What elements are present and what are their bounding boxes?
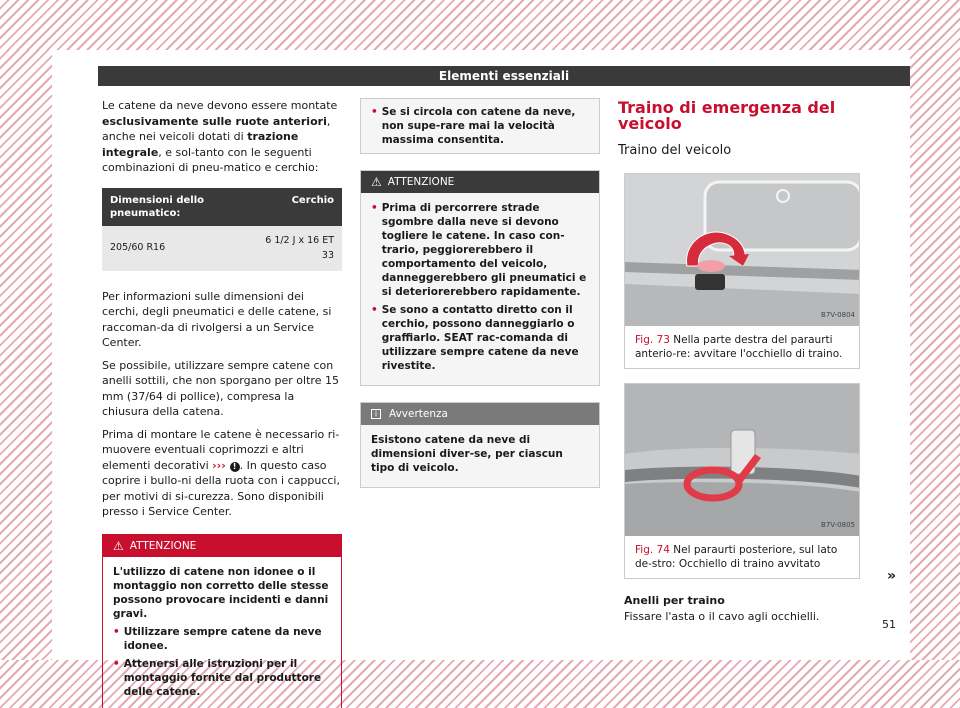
towing-rings-section xyxy=(624,593,868,625)
bullet-icon: • xyxy=(113,625,120,638)
section-title: Traino di emergenza del veicolo xyxy=(618,98,836,133)
list-item: • Prima di percorrere strade sgombre dalla neve si devono togliere le catene. In caso con-trario, peggiorerebbero il comportamento del veicolo, danneggerebbero gli pneumatici e si deteriorerebbero rapidamente. xyxy=(371,202,587,298)
warning-header: ⚠ ATTENZIONE xyxy=(103,535,341,557)
rear-bumper-image xyxy=(625,384,859,536)
subsection-title: Traino del veicolo xyxy=(618,143,732,158)
attention-box xyxy=(360,170,600,386)
image-code: B7V-0804 xyxy=(821,311,855,319)
table-cell-tire: 205/60 R16 xyxy=(102,226,255,271)
hatch-border-top xyxy=(0,0,960,50)
rear-tow-eye-illustration xyxy=(625,384,859,536)
page-content xyxy=(52,50,910,698)
list-item: • Attenersi alle istruzioni per il montaggio fornite dal produttore delle catene. xyxy=(113,657,322,698)
image-code: B7V-0805 xyxy=(821,521,855,529)
column-right xyxy=(618,98,868,625)
column-middle xyxy=(360,98,600,488)
cross-reference-link[interactable]: ››› ! xyxy=(212,459,239,472)
warning-triangle-icon: ⚠ xyxy=(113,538,124,553)
warning-ref-icon: ! xyxy=(230,462,240,472)
warning-triangle-icon: ⚠ xyxy=(371,175,382,189)
note-header: i Avvertenza xyxy=(361,403,599,425)
paragraph-info: Per informazioni sulle dimensioni dei cerchi, degli pneumatici e delle catene, si raccoman-da di rivolgersi a un Service Center. xyxy=(102,289,332,349)
speed-note: • Se si circola con catene da neve, non supe-rare mai la velocità massima consentita. xyxy=(360,98,600,154)
bullet-icon: • xyxy=(371,202,378,214)
figure-caption: Fig. 74 Nel paraurti posteriore, sul lato de-stro: Occhiello di traino avvitato xyxy=(635,543,838,570)
hatch-border-left xyxy=(0,50,52,660)
figure-74 xyxy=(624,383,860,579)
column-left xyxy=(102,98,342,708)
figure-caption: Fig. 73 Nella parte destra del paraurti anterio-re: avvitare l'occhiello di traino. xyxy=(635,333,843,360)
front-bumper-image xyxy=(625,174,859,326)
paragraph-intro: Le catene da neve devono essere montate esclusivamente sulle ruote anteriori, anche nei veicoli dotati di trazione integrale, e sol-tanto con le seguenti combinazioni di pneu-matico e cerchio: xyxy=(102,99,338,174)
list-item: • Se sono a contatto diretto con il cerchio, possono danneggiarlo o graffiarlo. SEAT rac-comanda di utilizzare sempre catene da neve rivestite. xyxy=(371,304,579,372)
warning-box xyxy=(102,534,342,708)
table-row xyxy=(102,226,342,271)
bullet-icon: • xyxy=(371,304,378,316)
table-header-rim: Cerchio xyxy=(255,188,342,226)
bullet-icon: • xyxy=(371,106,378,118)
attention-header: ⚠ ATTENZIONE xyxy=(361,171,599,193)
figure-number: Fig. 74 xyxy=(635,543,670,556)
list-item: • Utilizzare sempre catene da neve idonee. xyxy=(113,625,322,652)
figure-73 xyxy=(624,173,860,369)
section-header: Elementi essenziali xyxy=(98,66,910,86)
note-body: Esistono catene da neve di dimensioni diver-se, per ciascun tipo di veicolo. xyxy=(371,434,563,474)
warning-body xyxy=(103,557,341,708)
tire-rim-table xyxy=(102,188,342,271)
paragraph-hubcaps: Prima di montare le catene è necessario ri-muovere eventuali coprimozzi e altri elementi decorativi ››› ! . In questo caso coprire i bullo-ni della ruota con i cappucci, per motivi di si-curezza. Sono disponibili presso i Service Center. xyxy=(102,427,340,518)
table-header-tire: Dimensioni dello pneumatico: xyxy=(102,188,255,226)
info-icon: i xyxy=(371,409,381,419)
note-box xyxy=(360,402,600,488)
page-number: 51 xyxy=(882,618,896,631)
towing-rings-text: Fissare l'asta o il cavo agli occhielli. xyxy=(624,609,820,623)
hatch-border-right xyxy=(910,50,960,660)
front-tow-eye-illustration xyxy=(625,174,859,326)
table-cell-rim: 6 1/2 J x 16 ET 33 xyxy=(255,226,342,271)
bullet-icon: • xyxy=(113,657,120,670)
figure-number: Fig. 73 xyxy=(635,333,670,346)
paragraph-thin-chains: Se possibile, utilizzare sempre catene con anelli sottili, che non sporgano per oltre 15 mm (37/64 di pollice), compresa la chiusura della catena. xyxy=(102,358,339,418)
towing-rings-title: Anelli per traino xyxy=(624,593,725,607)
attention-body xyxy=(361,193,599,385)
continue-marker: » xyxy=(886,568,896,584)
warning-intro: L'utilizzo di catene non idonee o il montaggio non corretto delle stesse possono provocare incidenti e danni gravi. xyxy=(113,565,329,620)
